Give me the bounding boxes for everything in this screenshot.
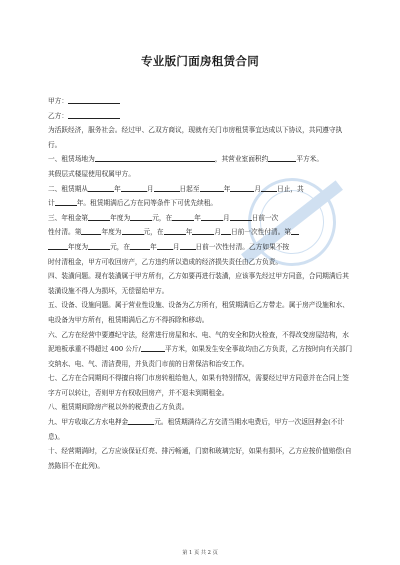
clause-2-cont: 计 年。租赁期满后乙方在同等条件下可优先续租。 [48, 199, 218, 208]
clause-6: 六、乙方在经营中要遵纪守法，经常进行房屋和水、电、气的安全和防火检查，不得改变房屋结构，水泥地板承重不得超过 400 公斤/ 平方米，如果发生安全事故均由乙方负责，乙方按时向有关部门交纳水、电、气、清洁费用，并负责门市前的日常保洁和治安工作。 [48, 330, 353, 368]
clause-7: 七、乙方在合同期间不得擅自将门市房转租给他人，如果有特别情况，需要经过甲方同意并在合同上签字方可以转让，否则甲方有权收回房产，并不退未到期租金。 [48, 374, 349, 397]
party-b-line: 乙方： [48, 109, 354, 124]
clause-10: 十、经营期满时，乙方应该保证灯亮、排污畅通，门窗和玻璃完好，如果有损坏，乙方应按价值赔偿(自然陈旧不在此列)。 [48, 447, 352, 470]
clause-1-note: 其假层式楼屋使用权属甲方。 [48, 169, 135, 178]
party-a-line: 甲方： [48, 94, 354, 109]
clause-9: 九、甲方收取乙方水电押金 元。租赁期满待乙方交清当期水电费后，甲方一次返回押金(不计息)。 [48, 418, 345, 441]
clause-3-line1: 三、年租金第 年度为 元，在 年 月 日前一次 [48, 213, 279, 222]
clause-5: 五、设备、设施问题。属于营业性设施、设备为乙方所有，租赁期满后乙方带走。属于房产设施和水、电设备为甲方所有，租赁期满后乙方不得拆除和移动。 [48, 301, 349, 324]
preamble: 为活跃经济，服务社会。经过甲、乙双方商议，现就有关门市房租赁事宜达成以下协议，共同遵守执行。 [48, 126, 343, 149]
clause-2: 二、租赁期从 年 月 日起至 年 月 日止，共 [48, 184, 304, 193]
clause-4: 四、装潢问题。现有装潢属于甲方所有，乙方如要再进行装潢，应该事先经过甲方同意，合同期满后其装潢设施不得人为损坏，无偿留给甲方。 [48, 272, 349, 295]
page-number: 第 1 页 共 2 页 [182, 550, 218, 556]
contract-body [48, 94, 354, 473]
document-title: 专业版门面房租赁合同 [141, 54, 259, 68]
clause-3-line2: 性付清。第 年度为 元，在 年 月 日前一次性付清。第 [48, 225, 354, 240]
clause-3-line3: 年度为 元，在 年 月 日前一次性付清。乙方如果不按 [48, 240, 354, 255]
clause-8: 八、租赁期间除房产税以外的税费由乙方负责。 [48, 403, 189, 412]
clause-1: 一、租赁场地为 ，其营业室面积约 平方米。 [48, 155, 324, 164]
clause-3-line4: 时付清租金，甲方可收回房产，乙方违约所以造成的经济损失责任由乙方负责。 [48, 257, 283, 266]
